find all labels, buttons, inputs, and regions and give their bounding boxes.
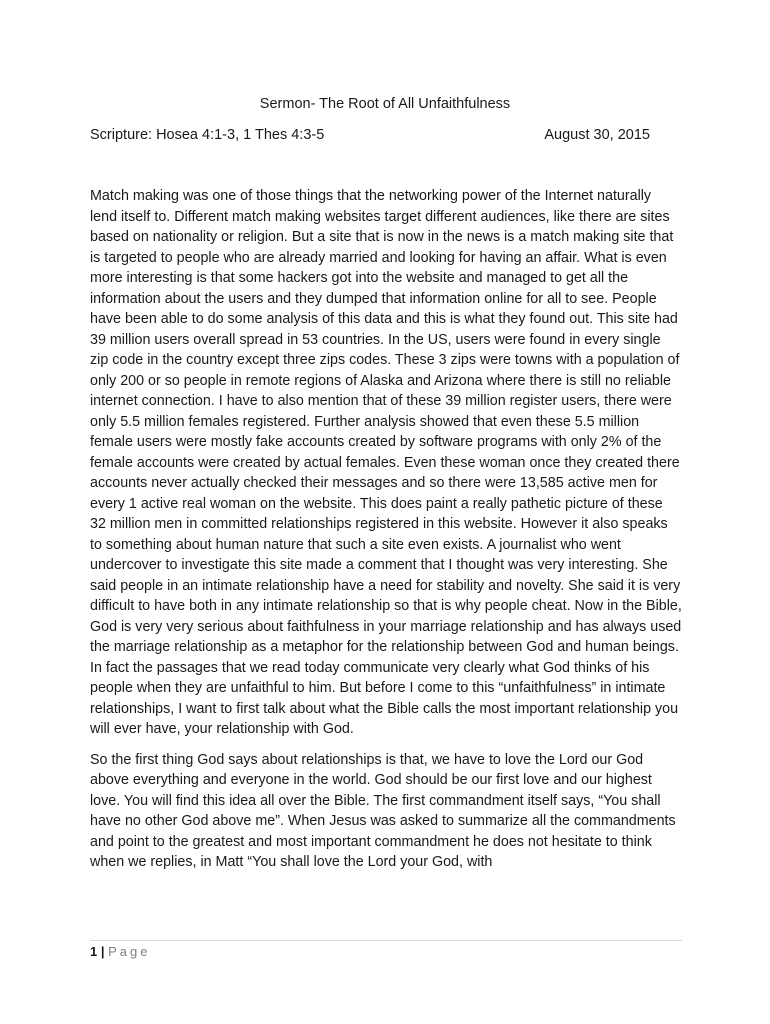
page-footer xyxy=(90,943,151,961)
scripture-reference: Scripture: Hosea 4:1-3, 1 Thes 4:3-5 xyxy=(90,127,325,143)
body-paragraph-1: Match making was one of those things that the networking power of the Internet naturally lend itself to. Different match making websites target different audiences, like there are sites based on nationality or religion. But a site that is now in the news is a match making site that is targeted to people who are already married and looking for having an affair. What is even more interesting is that some hackers got into the website and managed to get all the information about the users and they dumped that information online for all to see. People have been able to do some analysis of this data and this is what they found out. This site had 39 million users overall spread in 53 countries. In the US, users were found in every single zip code in the country except three zips codes. These 3 zips were towns with a population of only 200 or so people in remote regions of Alaska and Arizona where there is still no reliable internet connection. I have to also mention that of these 39 million register users, there were only 5.5 million females registered. Further analysis showed that even these 5.5 million female users were mostly fake accounts created by software programs with only 2% of the female accounts were created by actual females. Even these woman once they created there accounts never actually checked their messages and so there were 13,585 active men for every 1 active real woman on the website. This does paint a really pathetic picture of these 32 million men in committed relationships registered in this website. However it also speaks to something about human nature that such a site even exists. A journalist who went undercover to investigate this site made a comment that I thought was very interesting. She said people in an intimate relationship have a need for stability and novelty. She said it is very difficult to have both in any intimate relationship so that is why people cheat. Now in the Bible, God is very very serious about faithfulness in your marriage relationship and has always used the marriage relationship as a metaphor for the relationship between God and human beings. In fact the passages that we read today communicate very clearly what God thinks of his people when they are unfaithful to him. But before I come to this “unfaithfulness” in intimate relationships, I want to first talk about what the Bible calls the most important relationship you will ever have, your relationship with God. xyxy=(90,188,682,737)
footer-separator: | xyxy=(100,944,105,959)
footer-divider xyxy=(90,940,682,941)
page-number: 1 xyxy=(90,944,98,959)
document-title: Sermon- The Root of All Unfaithfulness xyxy=(259,96,511,112)
document-body xyxy=(90,186,682,883)
body-paragraph-2: So the first thing God says about relationships is that, we have to love the Lord our God above everything and everyone in the world. God should be our first love and our highest love. You will find this idea all over the Bible. The first commandment itself says, “You shall have no other God above me”. When Jesus was asked to summarize all the commandments and point to the greatest and most important commandment he does not hesitate to think when we replies, in Matt “You shall love the Lord your God, with xyxy=(90,751,676,870)
sermon-date: August 30, 2015 xyxy=(544,127,650,143)
page-label: Page xyxy=(108,944,151,959)
